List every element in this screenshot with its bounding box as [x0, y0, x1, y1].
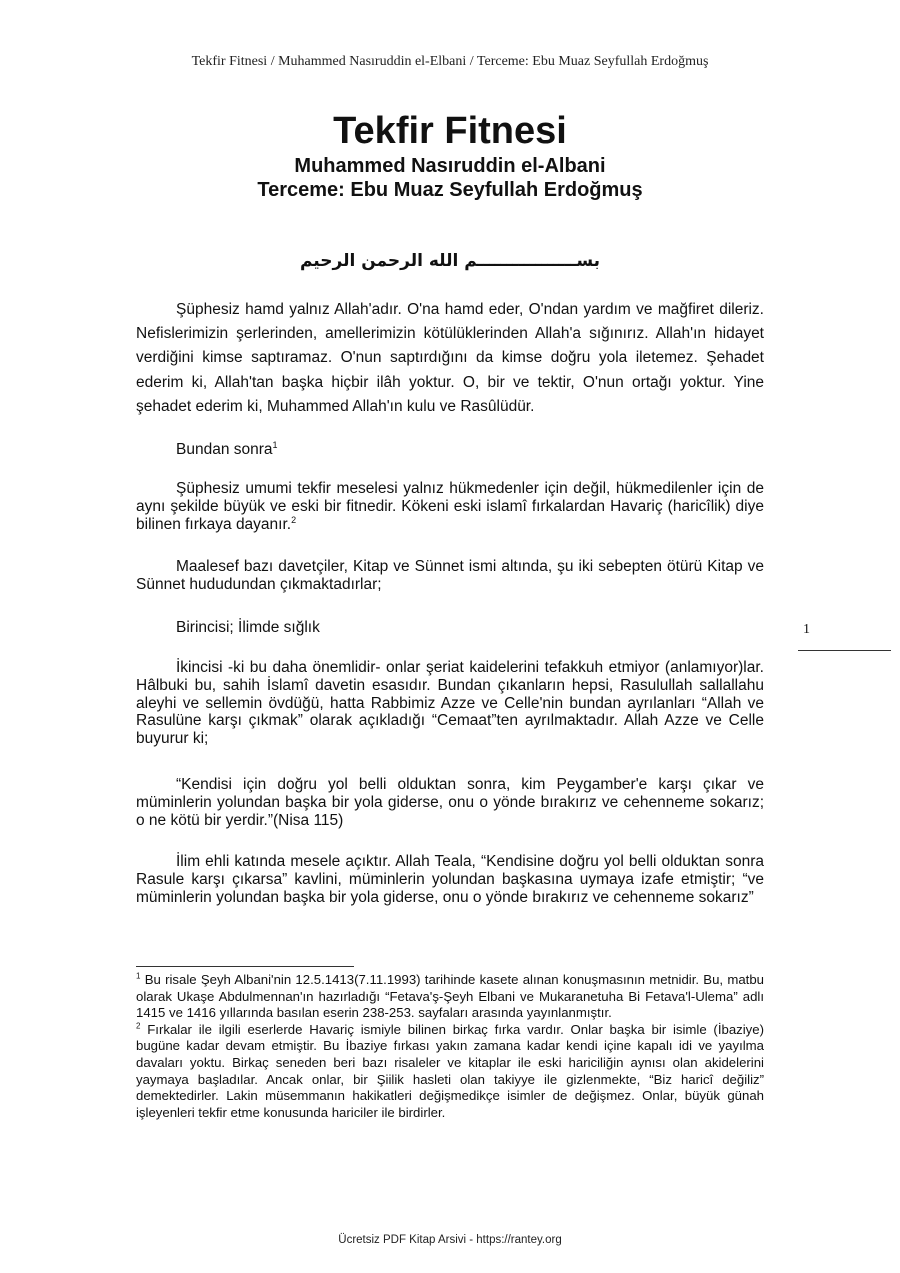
document-author: Muhammed Nasıruddin el-Albani	[294, 155, 606, 177]
footnote-ref: 2	[291, 514, 297, 525]
footnote-text: Bu risale Şeyh Albani'nin 12.5.1413(7.11.1993) tarihinde kasete alınan konuşmasının metnidir. Bu, matbu olarak Ukaşe Abdulmennan'ın hazırladığı “Fetava'ş-Şeyh Elbani ve Mukaranetuha Bi Fetava'l-Ulema” adlı 1415 ve 1416 yıllarında basılan eserin 238-253. sayfaları arasında yayınlanmıştır.	[136, 972, 764, 1021]
body-paragraph-1	[136, 298, 764, 419]
footnote-1	[136, 972, 764, 1022]
footnote-text: Fırkalar ile ilgili eserlerde Havariç ismiyle bilinen birkaç fırka vardır. Onlar başka bir isimle (İbaziye) bugüne kadar devam etmiştir. Bu İbaziye fırkası yakın zamana kadar kendi içine kapalı idi ve yayılma davaları yoktu. Birkaç seneden beri bazı risaleler ve kitaplar ile eski hariciliğin aynısı olan akidelerini yaymaya başladılar. Ancak onlar, bir Şiilik hasleti olan takiyye ile gizlenmekte, “Biz haricî değiliz” demektedirler. Lakin müsemmanın hakikatleri değişmedikçe isimler de değişmez. Onlar, büyük günah işleyenleri tekfir etme konusunda hariciler ile birdirler.	[136, 1021, 764, 1120]
body-paragraph-3	[136, 480, 764, 533]
paragraph-text: İkincisi -ki bu daha önemlidir- onlar şeriat kaidelerini tefakkuh etmiyor (anlamıyor)lar. Hâlbuki bu, sahih İslamî davetin esasıdır. Bundan çıkanların hepsi, Rasulullah sallallahu aleyhi ve sellemin övdüğü, hatta Rabbimiz Azze ve Celle'nin bundan ayrılanları “Allah ve Rasulüne karşı çıkmak” olarak açıkladığı “Cemaat”ten ayrılmaktadır. Allah Azze ve Celle buyurur ki;	[136, 659, 764, 748]
body-paragraph-5	[136, 619, 764, 637]
footnote-ref: 1	[272, 439, 278, 450]
paragraph-text: Birincisi; İlimde sığlık	[176, 619, 320, 636]
footnote-separator	[136, 966, 354, 967]
footnote-number: 1	[136, 971, 141, 981]
footnotes	[136, 972, 764, 1121]
paragraph-text: Maalesef bazı davetçiler, Kitap ve Sünnet ismi altında, şu iki sebepten ötürü Kitap ve Sünnet hududundan çıkmaktadırlar;	[136, 558, 764, 593]
paragraph-text: “Kendisi için doğru yol belli olduktan sonra, kim Peygamber'e karşı çıkar ve müminlerin yolundan başka bir yola giderse, onu o yönde bırakırız ve cehenneme sokarız; o ne kötü bir yerdir.”(Nisa 115)	[136, 776, 764, 829]
footnote-2	[136, 1022, 764, 1122]
paragraph-text: Şüphesiz hamd yalnız Allah'adır. O'na hamd eder, O'ndan yardım ve mağfiret dileriz. Nefislerimizin şerlerinden, amellerimizin kötülüklerinden Allah'a sığınırız. Allah'ın hidayet verdiğini kimse saptıramaz. O'nun saptırdığını da kimse doğru yola iletemez. Şehadet ederim ki, Allah'tan başka hiçbir ilâh yoktur. O, bir ve tektir, O'nun ortağı yoktur. Yine şehadet ederim ki, Muhammed Allah'ın kulu ve Rasûlüdür.	[136, 301, 764, 415]
paragraph-text: Bundan sonra	[176, 441, 273, 458]
body-paragraph-6	[136, 659, 764, 748]
page-footer: Ücretsiz PDF Kitap Arsivi - https://rantey.org	[338, 1234, 562, 1246]
body-paragraph-8	[136, 853, 764, 906]
body-paragraph-7	[136, 776, 764, 829]
footnote-number: 2	[136, 1021, 141, 1031]
basmala: بســـــــــــــــــم الله الرحمن الرحيم	[299, 251, 601, 271]
paragraph-text: İlim ehli katında mesele açıktır. Allah Teala, “Kendisine doğru yol belli olduktan sonra Rasule karşı çıkarsa” kavlini, müminlerin yolundan başkasına uymaya izafe etmiştir; “ve müminlerin yolundan başka bir yola giderse, onu o yönde bırakırız ve cehenneme sokarız”	[136, 853, 764, 906]
running-header: Tekfir Fitnesi / Muhammed Nasıruddin el-Elbani / Terceme: Ebu Muaz Seyfullah Erdoğmuş	[191, 54, 709, 69]
body-paragraph-4	[136, 558, 764, 594]
document-title: Tekfir Fitnesi	[333, 110, 567, 152]
document-translator: Terceme: Ebu Muaz Seyfullah Erdoğmuş	[257, 179, 643, 201]
margin-page-number: 1	[803, 622, 810, 637]
margin-rule	[798, 650, 891, 651]
title-block	[0, 108, 900, 202]
paragraph-text: Şüphesiz umumi tekfir meselesi yalnız hükmedenler için değil, hükmedilenler için de aynı şekilde büyük ve eski bir fitnedir. Kökeni eski islamî fırkalardan Havariç (haricîlik) diye bilinen fırkaya dayanır.	[136, 480, 764, 533]
body-paragraph-2	[136, 438, 764, 462]
